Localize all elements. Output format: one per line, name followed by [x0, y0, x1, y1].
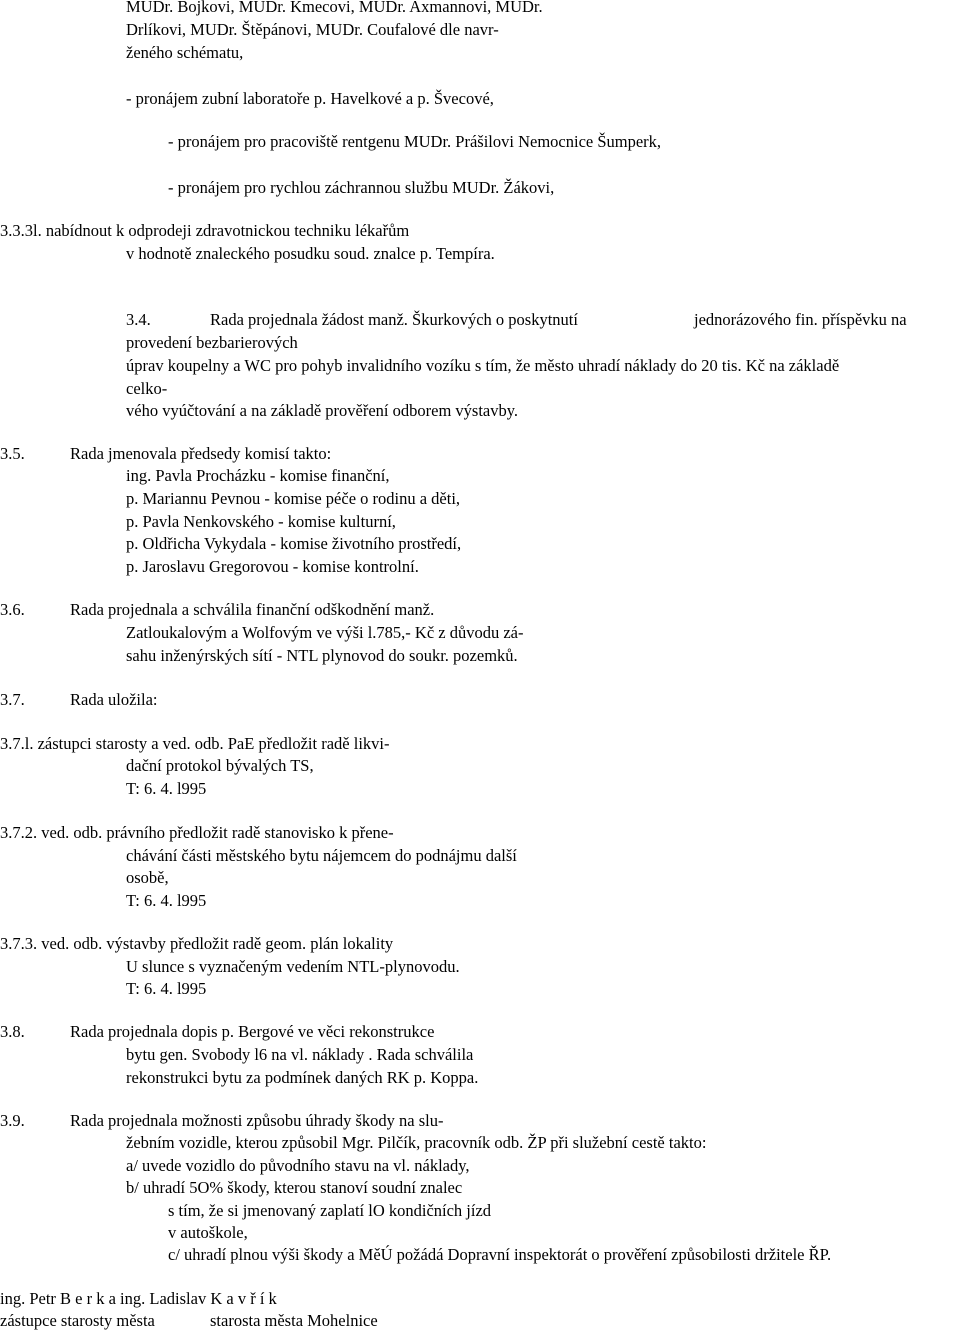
- text-line: úprav koupelny a WC pro pohyb invalidního vozíku s tím, že město uhradí náklady do 20 tis. Kč na základě: [126, 356, 840, 375]
- text-line: celko-: [126, 379, 168, 398]
- section-number: 3.9.: [0, 1111, 25, 1130]
- text-line: p. Jaroslavu Gregorovou - komise kontrolní.: [126, 557, 419, 576]
- signature-role-deputy: zástupce starosty města: [0, 1311, 155, 1330]
- text-line: chávání části městského bytu nájemcem do podnájmu další: [126, 846, 517, 865]
- text-line: Drlíkovi, MUDr. Štěpánovi, MUDr. Coufalové dle navr-: [126, 20, 499, 39]
- text-line: Rada projednala dopis p. Bergové ve věci rekonstrukce: [70, 1022, 435, 1041]
- text-line: U slunce s vyznačeným vedením NTL-plynovodu.: [126, 957, 460, 976]
- text-line: osobě,: [126, 868, 169, 887]
- text-line: bytu gen. Svobody l6 na vl. náklady . Rada schválila: [126, 1045, 474, 1064]
- deadline-text: T: 6. 4. l995: [126, 891, 207, 910]
- text-line: s tím, že si jmenovaný zaplatí lO kondičních jízd: [168, 1201, 492, 1220]
- section-number: 3.6.: [0, 600, 25, 619]
- signature-role-mayor: starosta města Mohelnice: [210, 1311, 378, 1330]
- section-number: 3.7.: [0, 690, 25, 709]
- text-line: v hodnotě znaleckého posudku soud. znalce p. Tempíra.: [126, 244, 495, 263]
- signature-names: ing. Petr B e r k a ing. Ladislav K a v ř í k: [0, 1289, 277, 1308]
- text-line: ing. Pavla Procházku - komise finanční,: [126, 466, 390, 485]
- deadline-text: T: 6. 4. l995: [126, 779, 207, 798]
- text-line: Rada uložila:: [70, 690, 158, 709]
- text-line: jednorázového fin. příspěvku na: [694, 310, 907, 329]
- text-line: v autoškole,: [168, 1223, 248, 1242]
- deadline-text: T: 6. 4. l995: [126, 979, 207, 998]
- text-line: p. Pavla Nenkovského - komise kulturní,: [126, 512, 396, 531]
- text-line: vého vyúčtování a na základě prověření odborem výstavby.: [126, 401, 519, 420]
- text-line: p. Oldřicha Vykydala - komise životního prostředí,: [126, 534, 462, 553]
- text-line: Rada projednala možnosti způsobu úhrady škody na slu-: [70, 1111, 444, 1130]
- text-line: MUDr. Bojkovi, MUDr. Kmecovi, MUDr. Axmannovi, MUDr.: [126, 0, 543, 16]
- text-line: provedení bezbarierových: [126, 333, 298, 352]
- text-line: Rada jmenovala předsedy komisí takto:: [70, 444, 332, 463]
- text-line: - pronájem zubní laboratoře p. Havelkové a p. Švecové,: [126, 89, 494, 108]
- text-line: sahu inženýrských sítí - NTL plynovod do soukr. pozemků.: [126, 646, 518, 665]
- text-line: - pronájem pro pracoviště rentgenu MUDr. Prášilovi Nemocnice Šumperk,: [168, 132, 662, 151]
- text-line: Rada projednala žádost manž. Škurkových o poskytnutí: [210, 310, 578, 329]
- section-number: 3.8.: [0, 1022, 25, 1041]
- text-line: Zatloukalovým a Wolfovým ve výši l.785,- Kč z důvodu zá-: [126, 623, 524, 642]
- text-line: rekonstrukci bytu za podmínek daných RK p. Koppa.: [126, 1068, 479, 1087]
- text-line: b/ uhradí 5O% škody, kterou stanoví soudní znalec: [126, 1178, 463, 1197]
- text-line: žebním vozidle, kterou způsobil Mgr. Pilčík, pracovník odb. ŽP při služební cestě takto:: [126, 1133, 707, 1152]
- text-line: ženého schématu,: [126, 43, 244, 62]
- text-line: 3.7.l. zástupci starosty a ved. odb. PaE předložit radě likvi-: [0, 734, 390, 753]
- text-line: p. Mariannu Pevnou - komise péče o rodinu a děti,: [126, 489, 461, 508]
- text-line: c/ uhradí plnou výši škody a MěÚ požádá Dopravní inspektorát o prověření způsobilosti držitele ŘP.: [168, 1245, 832, 1264]
- section-number: 3.4.: [126, 310, 151, 329]
- section-number: 3.5.: [0, 444, 25, 463]
- text-line: 3.3.3l. nabídnout k odprodeji zdravotnickou techniku lékařům: [0, 221, 410, 240]
- text-line: dační protokol bývalých TS,: [126, 756, 314, 775]
- text-line: Rada projednala a schválila finanční odškodnění manž.: [70, 600, 435, 619]
- text-line: - pronájem pro rychlou záchrannou službu MUDr. Žákovi,: [168, 178, 555, 197]
- text-line: 3.7.3. ved. odb. výstavby předložit radě geom. plán lokality: [0, 934, 394, 953]
- text-line: 3.7.2. ved. odb. právního předložit radě stanovisko k přene-: [0, 823, 394, 842]
- text-line: a/ uvede vozidlo do původního stavu na vl. náklady,: [126, 1156, 470, 1175]
